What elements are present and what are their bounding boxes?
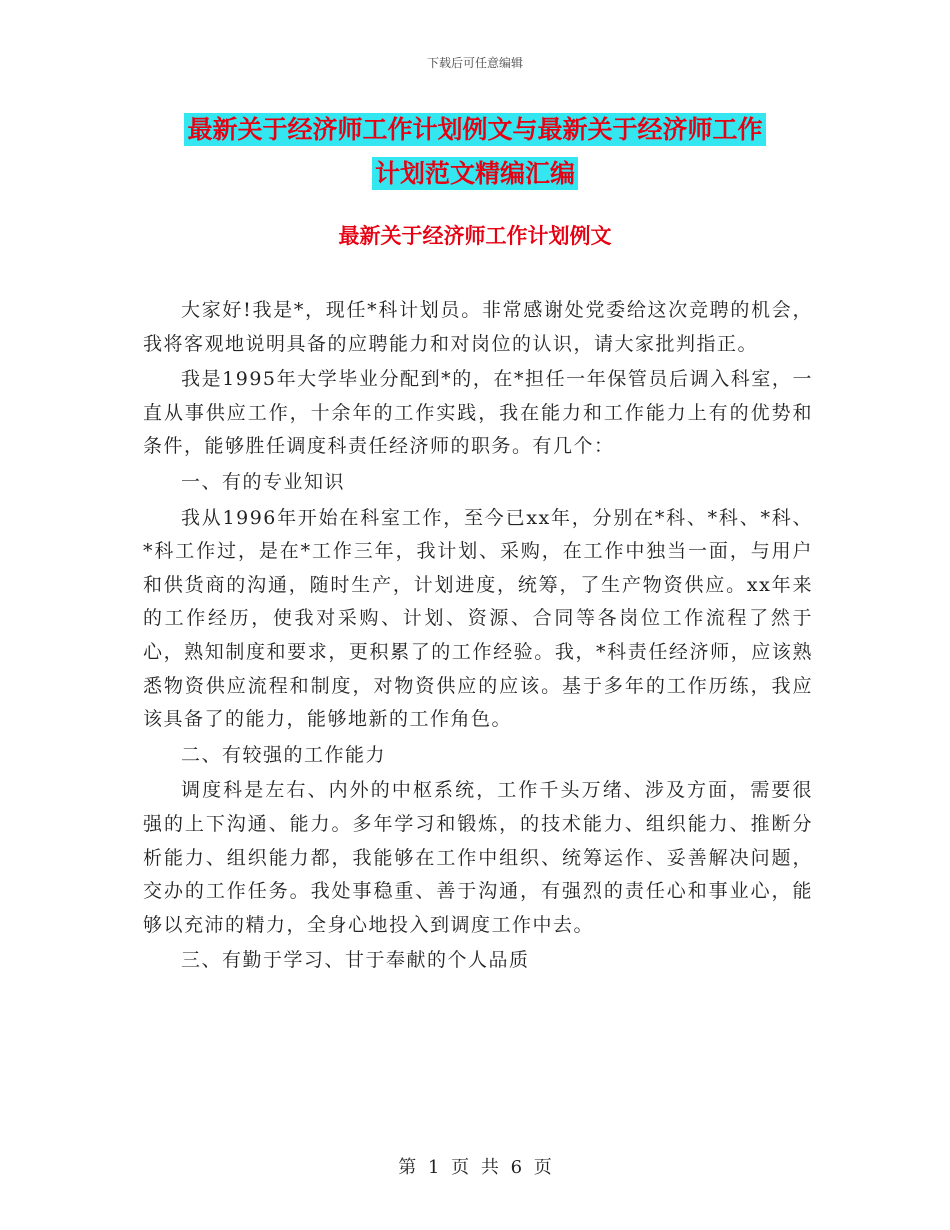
document-title-line-1 [0, 108, 950, 152]
paragraph-greeting: 大家好!我是*，现任*科计划员。非常感谢处党委给这次竞聘的机会，我将客观地说明具备的应聘能力和对岗位的认识，请大家批判指正。 [143, 299, 813, 355]
header-note: 下载后可任意编辑 [426, 56, 523, 70]
title-highlight-2: 计划范文精编汇编 [372, 157, 578, 190]
document-title [0, 108, 950, 196]
paragraph-ability: 调度科是左右、内外的中枢系统，工作千头万绪、涉及方面，需要很强的上下沟通、能力。多年学习和锻炼，的技术能力、组织能力、推断分析能力、组织能力都，我能够在工作中组织、统筹运作、妥善解决问题，交办的工作任务。我处事稳重、善于沟通，有强烈的责任心和事业心，能够以充沛的精力，全身心地投入到调度工作中去。 [143, 779, 813, 936]
document-title-line-2 [0, 152, 950, 196]
title-highlight-1: 最新关于经济师工作计划例文与最新关于经济师工作 [184, 113, 765, 146]
heading-professional-knowledge: 一、有的专业知识 [181, 470, 346, 493]
document-body [143, 294, 813, 980]
page-footer: 第 1 页 共 6 页 [398, 1157, 552, 1178]
section-title: 最新关于经济师工作计划例文 [338, 223, 612, 248]
paragraph-experience: 我从1996年开始在科室工作，至今已xx年，分别在*科、*科、*科、*科工作过，是在*工作三年，我计划、采购，在工作中独当一面，与用户和供货商的沟通，随时生产，计划进度，统筹，了生产物资供应。xx年来的工作经历，使我对采购、计划、资源、合同等各岗位工作流程了然于心，熟知制度和要求，更积累了的工作经验。我，*科责任经济师，应该熟悉物资供应流程和制度，对物资供应的应该。基于多年的工作历练，我应该具备了的能力，能够地新的工作角色。 [143, 506, 813, 731]
paragraph-background: 我是1995年大学毕业分配到*的，在*担任一年保管员后调入科室，一直从事供应工作，十余年的工作实践，我在能力和工作能力上有的优势和条件，能够胜任调度科责任经济师的职务。有几个： [143, 368, 813, 458]
heading-personal-quality: 三、有勤于学习、甘于奉献的个人品质 [181, 949, 530, 972]
heading-work-ability: 二、有较强的工作能力 [181, 743, 387, 766]
